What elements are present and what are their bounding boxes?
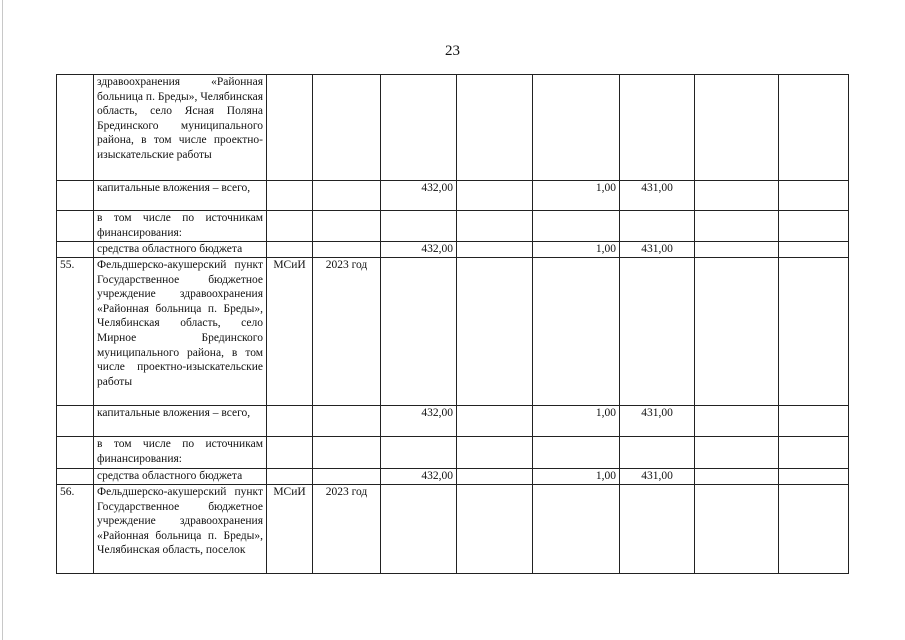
page-edge-line xyxy=(2,0,3,640)
row-col9 xyxy=(779,469,849,485)
row-number xyxy=(57,242,94,258)
row-col9 xyxy=(779,181,849,211)
row-year xyxy=(313,75,381,181)
row-description: капитальные вложения – всего, xyxy=(94,181,267,211)
row-col8 xyxy=(695,406,779,437)
row-total: 432,00 xyxy=(381,469,457,485)
row-col9 xyxy=(779,485,849,574)
row-col8 xyxy=(695,437,779,469)
row-col9 xyxy=(779,75,849,181)
table-row xyxy=(57,75,849,181)
row-year xyxy=(313,181,381,211)
row-total: 432,00 xyxy=(381,242,457,258)
row-number: 56. xyxy=(57,485,94,574)
row-col6: 1,00 xyxy=(533,469,620,485)
row-col9 xyxy=(779,242,849,258)
row-number xyxy=(57,406,94,437)
row-department xyxy=(267,211,313,242)
row-col7 xyxy=(620,211,695,242)
table-row xyxy=(57,437,849,469)
row-description: Фельдшерско-акушерский пункт Государственное бюджетное учреждение здравоохранения «Районная больница п. Бреды», Челябинская область, поселок xyxy=(94,485,267,574)
row-year xyxy=(313,437,381,469)
row-number xyxy=(57,75,94,181)
row-col5 xyxy=(457,75,533,181)
row-number xyxy=(57,469,94,485)
row-description: в том числе по источникам финансирования: xyxy=(94,437,267,469)
row-year: 2023 год xyxy=(313,485,381,574)
row-year: 2023 год xyxy=(313,258,381,406)
row-department xyxy=(267,469,313,485)
row-description: Фельдшерско-акушерский пункт Государственное бюджетное учреждение здравоохранения «Районная больница п. Бреды», Челябинская область, село Мирное Брединского муниципального района, в том числе проектно-изыскательские работы xyxy=(94,258,267,406)
row-description: средства областного бюджета xyxy=(94,242,267,258)
row-col6: 1,00 xyxy=(533,242,620,258)
row-col9 xyxy=(779,437,849,469)
row-department xyxy=(267,75,313,181)
row-col6: 1,00 xyxy=(533,181,620,211)
table-row xyxy=(57,469,849,485)
row-number xyxy=(57,211,94,242)
row-number xyxy=(57,437,94,469)
row-department: МСиИ xyxy=(267,485,313,574)
row-department xyxy=(267,181,313,211)
row-col9 xyxy=(779,406,849,437)
row-col5 xyxy=(457,211,533,242)
row-col5 xyxy=(457,485,533,574)
row-description: капитальные вложения – всего, xyxy=(94,406,267,437)
row-total: 432,00 xyxy=(381,406,457,437)
row-col8 xyxy=(695,211,779,242)
row-col5 xyxy=(457,258,533,406)
row-col6 xyxy=(533,75,620,181)
row-number xyxy=(57,181,94,211)
table-row xyxy=(57,242,849,258)
row-description: в том числе по источникам финансирования: xyxy=(94,211,267,242)
row-col5 xyxy=(457,181,533,211)
row-description: средства областного бюджета xyxy=(94,469,267,485)
row-col8 xyxy=(695,485,779,574)
table-row xyxy=(57,211,849,242)
page-number: 23 xyxy=(445,43,460,59)
row-department xyxy=(267,406,313,437)
row-description: здравоохранения «Районная больница п. Бреды», Челябинская область, село Ясная Поляна Брединского муниципального района, в том числе проектно-изыскательские работы xyxy=(94,75,267,181)
row-department: МСиИ xyxy=(267,258,313,406)
table-row xyxy=(57,485,849,574)
row-col6 xyxy=(533,437,620,469)
row-year xyxy=(313,406,381,437)
row-col9 xyxy=(779,211,849,242)
row-total: 432,00 xyxy=(381,181,457,211)
row-col7 xyxy=(620,258,695,406)
row-col7: 431,00 xyxy=(620,469,695,485)
row-col8 xyxy=(695,75,779,181)
row-number: 55. xyxy=(57,258,94,406)
row-department xyxy=(267,242,313,258)
row-col8 xyxy=(695,469,779,485)
row-col7 xyxy=(620,75,695,181)
row-col5 xyxy=(457,469,533,485)
row-year xyxy=(313,469,381,485)
row-col8 xyxy=(695,258,779,406)
row-total xyxy=(381,437,457,469)
row-year xyxy=(313,211,381,242)
table-row xyxy=(57,181,849,211)
row-col7 xyxy=(620,437,695,469)
row-col7: 431,00 xyxy=(620,242,695,258)
row-col7: 431,00 xyxy=(620,181,695,211)
row-total xyxy=(381,75,457,181)
row-col6 xyxy=(533,258,620,406)
row-col7 xyxy=(620,485,695,574)
row-department xyxy=(267,437,313,469)
row-col6: 1,00 xyxy=(533,406,620,437)
row-col5 xyxy=(457,406,533,437)
row-year xyxy=(313,242,381,258)
row-total xyxy=(381,258,457,406)
row-total xyxy=(381,211,457,242)
budget-table xyxy=(56,74,849,574)
row-col8 xyxy=(695,181,779,211)
row-total xyxy=(381,485,457,574)
table-row xyxy=(57,406,849,437)
row-col5 xyxy=(457,437,533,469)
row-col8 xyxy=(695,242,779,258)
row-col7: 431,00 xyxy=(620,406,695,437)
row-col5 xyxy=(457,242,533,258)
row-col6 xyxy=(533,211,620,242)
table-row xyxy=(57,258,849,406)
row-col6 xyxy=(533,485,620,574)
row-col9 xyxy=(779,258,849,406)
